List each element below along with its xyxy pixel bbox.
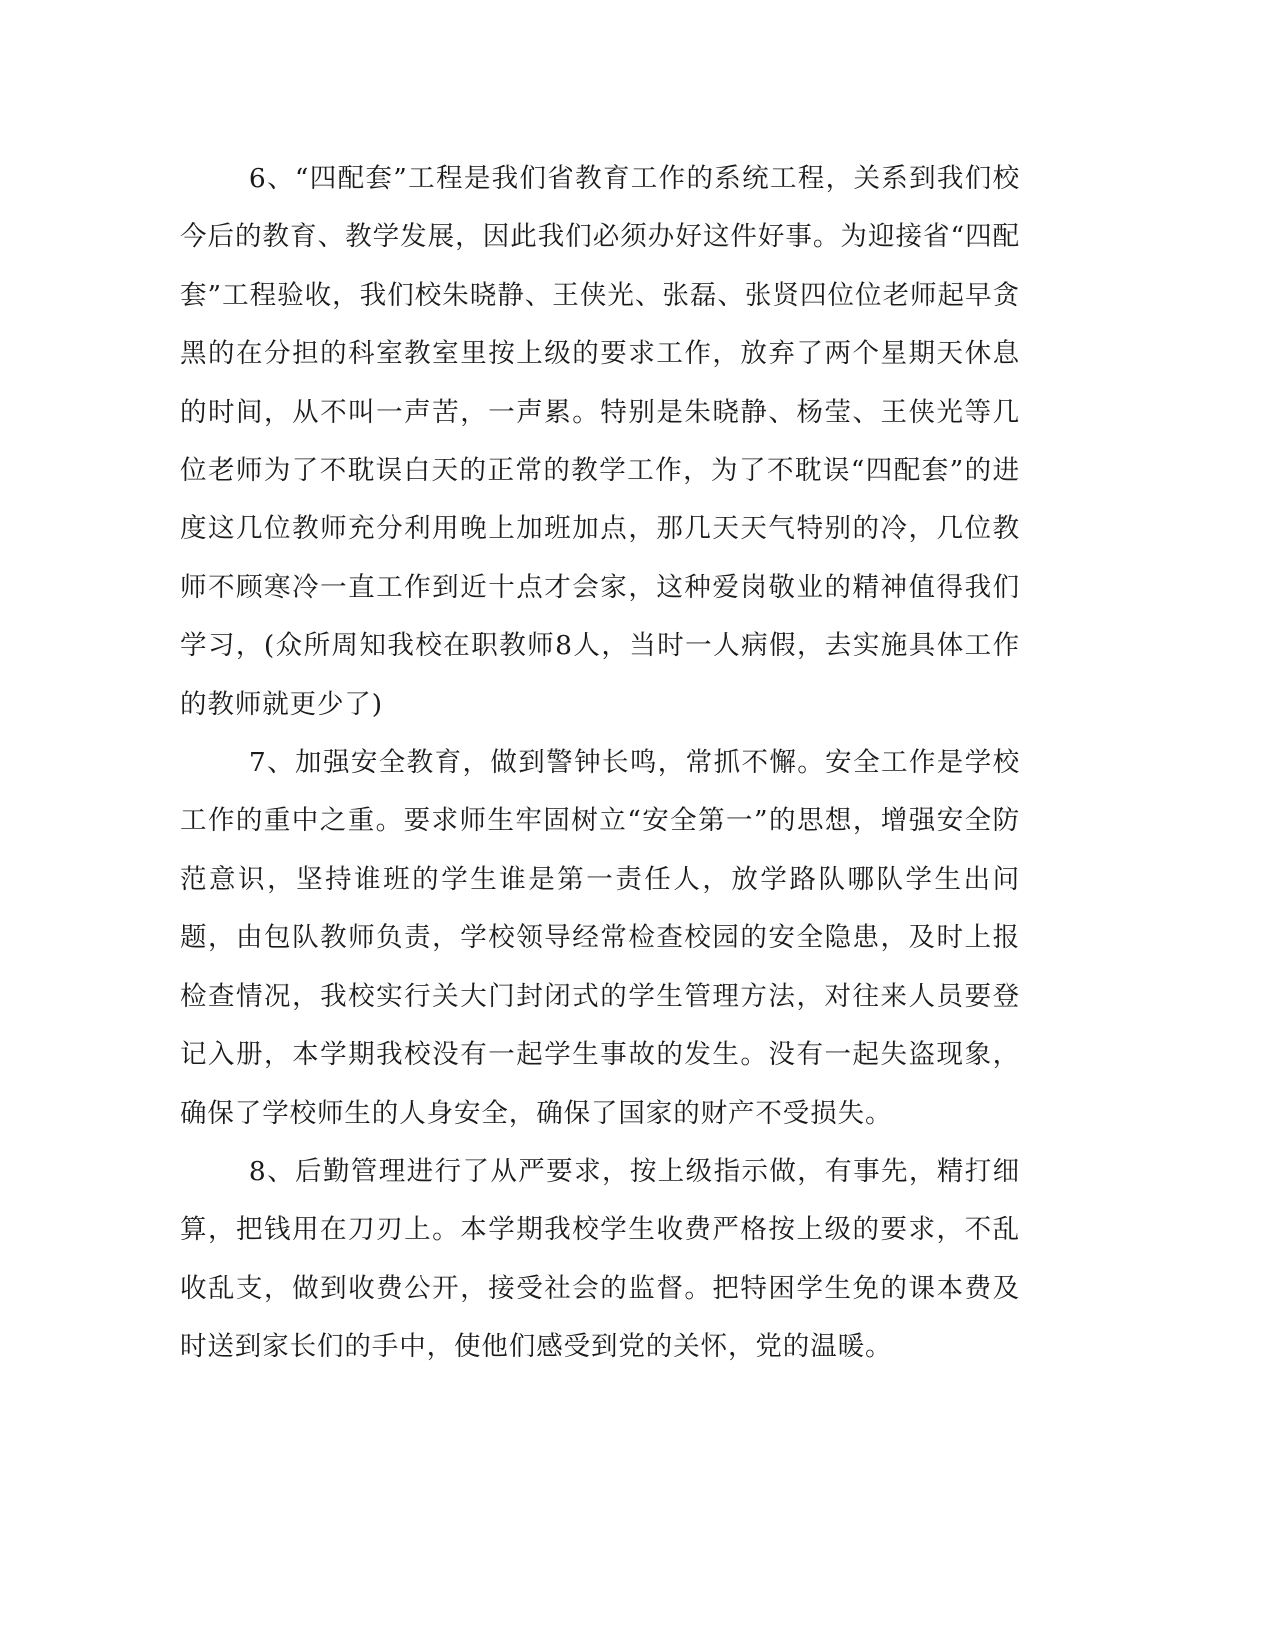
paragraph-6: 6、“四配套”工程是我们省教育工作的系统工程，关系到我们校今后的教育、教学发展，因此我们必须办好这件好事。为迎接省“四配套”工程验收，我们校朱晓静、王侠光、张磊、张贤四位位老师起早贪黑的在分担的科室教室里按上级的要求工作，放弃了两个星期天休息的时间，从不叫一声苦，一声累。特别是朱晓静、杨莹、王侠光等几位老师为了不耽误白天的正常的教学工作，为了不耽误“四配套”的进度这几位教师充分利用晚上加班加点，那几天天气特别的冷，几位教师不顾寒冷一直工作到近十点才会家，这种爱岗敬业的精神值得我们学习，(众所周知我校在职教师8人，当时一人病假，去实施具体工作的教师就更少了) [180, 163, 1020, 720]
document-page [180, 150, 1020, 1377]
paragraph-7: 7、加强安全教育，做到警钟长鸣，常抓不懈。安全工作是学校工作的重中之重。要求师生牢固树立“安全第一”的思想，增强安全防范意识，坚持谁班的学生谁是第一责任人，放学路队哪队学生出问题，由包队教师负责，学校领导经常检查校园的安全隐患，及时上报检查情况，我校实行关大门封闭式的学生管理方法，对往来人员要登记入册，本学期我校没有一起学生事故的发生。没有一起失盗现象，确保了学校师生的人身安全，确保了国家的财产不受损失。 [180, 747, 1020, 1129]
paragraph-8: 8、后勤管理进行了从严要求，按上级指示做，有事先，精打细算，把钱用在刀刃上。本学期我校学生收费严格按上级的要求，不乱收乱支，做到收费公开，接受社会的监督。把特困学生免的课本费及时送到家长们的手中，使他们感受到党的关怀，党的温暖。 [180, 1155, 1020, 1363]
